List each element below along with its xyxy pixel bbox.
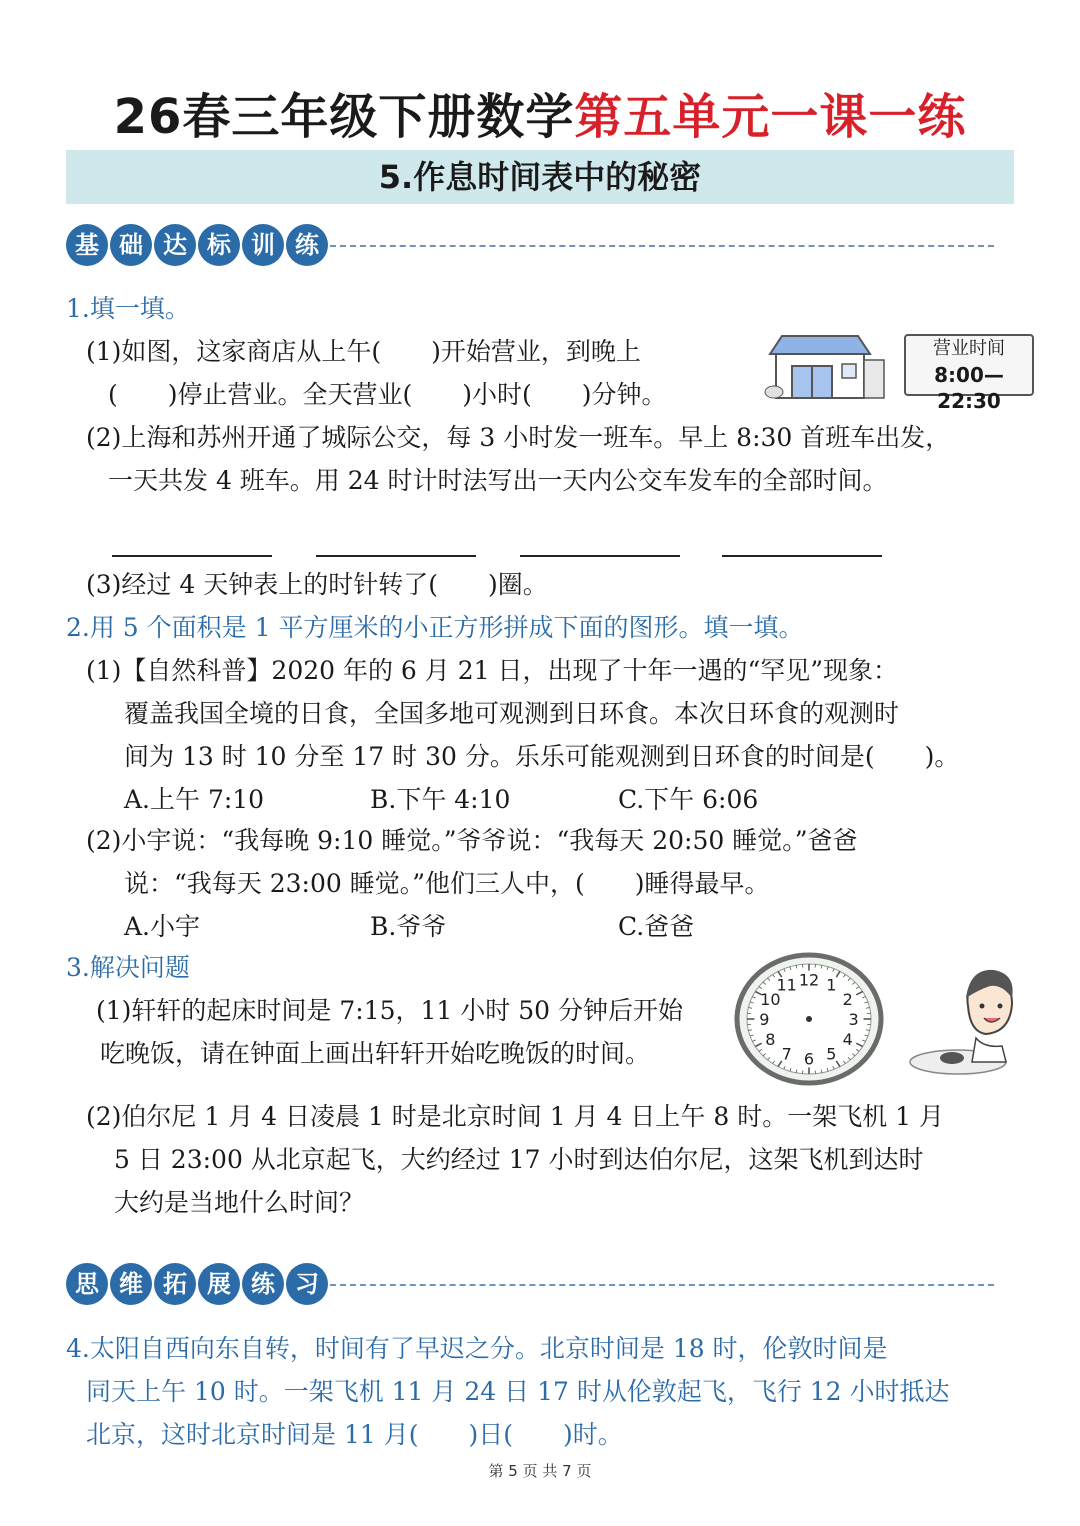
section-char: 基 xyxy=(66,224,108,266)
sign-title: 营业时间 xyxy=(933,338,1005,359)
answer-blank-3[interactable] xyxy=(520,542,680,561)
section-char: 思 xyxy=(66,1263,108,1305)
section-char: 达 xyxy=(154,224,196,266)
q2-part1-option-c: C.下午 6:06 xyxy=(618,785,759,814)
clock-numeral: 8 xyxy=(765,1029,776,1049)
title-main: 26春三年级下册数学 xyxy=(113,89,575,145)
q2-heading: 2.用 5 个面积是 1 平方厘米的小正方形拼成下面的图形。填一填。 xyxy=(66,613,804,642)
q2-part2-line2: 说：“我每天 23:00 睡觉。”他们三人中，( )睡得最早。 xyxy=(124,869,770,898)
q3-part2-line3: 大约是当地什么时间？ xyxy=(114,1188,365,1217)
q3-heading: 3.解决问题 xyxy=(66,953,190,982)
q2-part2-option-b: B.爷爷 xyxy=(370,912,447,941)
clock-numeral: 12 xyxy=(798,970,820,990)
clock-numeral: 2 xyxy=(842,990,853,1010)
q2-part1-option-b: B.下午 4:10 xyxy=(370,785,511,814)
clock-center xyxy=(806,1016,812,1022)
clock-numeral: 3 xyxy=(848,1010,859,1029)
clock-numeral: 9 xyxy=(759,1010,770,1029)
section-char: 训 xyxy=(242,224,284,266)
q3-part1-line2: 吃晚饭，请在钟面上画出轩轩开始吃晚饭的时间。 xyxy=(100,1039,651,1068)
section-char: 维 xyxy=(110,1263,152,1305)
q4-line3: 北京，这时北京时间是 11 月( )日( )时。 xyxy=(86,1420,623,1449)
section-char: 展 xyxy=(198,1263,240,1305)
q1-part3: (3)经过 4 天钟表上的时针转了( )圈。 xyxy=(86,570,548,599)
section-char: 练 xyxy=(286,224,328,266)
q3-part2-line2: 5 日 23:00 从北京起飞，大约经过 17 小时到达伯尔尼，这架飞机到达时 xyxy=(114,1145,924,1174)
section-extend-header xyxy=(66,1263,328,1305)
clock-numeral: 6 xyxy=(803,1049,815,1069)
clock-numeral: 1 xyxy=(826,975,837,995)
section-divider xyxy=(330,245,994,247)
clock-numeral: 4 xyxy=(842,1029,853,1049)
clock-numeral: 10 xyxy=(760,990,781,1010)
q2-part1-option-a: A.上午 7:10 xyxy=(124,785,265,814)
clock-numeral: 7 xyxy=(781,1044,792,1064)
q2-part2-line1: (2)小宇说：“我每晚 9:10 睡觉。”爷爷说：“我每天 20:50 睡觉。”爸爸 xyxy=(86,826,858,855)
q3-part2-line1: (2)伯尔尼 1 月 4 日凌晨 1 时是北京时间 1 月 4 日上午 8 时。一架飞机 1 月 xyxy=(86,1102,945,1131)
answer-blank-2[interactable] xyxy=(316,542,476,561)
section-char: 习 xyxy=(286,1263,328,1305)
clock-face[interactable] xyxy=(734,952,884,1086)
section-char: 练 xyxy=(242,1263,284,1305)
q2-part1-line3: 间为 13 时 10 分至 17 时 30 分。乐乐可能观测到日环食的时间是( )。 xyxy=(124,742,960,771)
sign-time: 8:00—22:30 xyxy=(934,363,1004,413)
section-basic-header xyxy=(66,224,328,266)
q1-heading: 1.填一填。 xyxy=(66,294,190,323)
clock-numeral: 5 xyxy=(826,1044,837,1064)
boy-eating-illustration xyxy=(906,962,1016,1080)
answer-blank-4[interactable] xyxy=(722,542,882,561)
section-char: 标 xyxy=(198,224,240,266)
page-footer: 第 5 页 共 7 页 xyxy=(488,1462,592,1480)
q1-part2-line1: (2)上海和苏州开通了城际公交，每 3 小时发一班车。早上 8:30 首班车出发， xyxy=(86,423,951,452)
q4-line1: 4.太阳自西向东自转，时间有了早迟之分。北京时间是 18 时，伦敦时间是 xyxy=(66,1334,888,1363)
section-char: 础 xyxy=(110,224,152,266)
page-title xyxy=(0,78,1080,147)
q4-line2: 同天上午 10 时。一架飞机 11 月 24 日 17 时从伦敦起飞，飞行 12 小时抵达 xyxy=(86,1377,950,1406)
q1-part1-line1: (1)如图，这家商店从上午( )开始营业，到晚上 xyxy=(86,337,641,366)
q2-part1-line1: (1)【自然科普】2020 年的 6 月 21 日，出现了十年一遇的“罕见”现象： xyxy=(86,656,899,685)
q3-part1-line1: (1)轩轩的起床时间是 7:15，11 小时 50 分钟后开始 xyxy=(96,996,683,1025)
q2-part1-line2: 覆盖我国全境的日食，全国多地可观测到日环食。本次日环食的观测时 xyxy=(124,699,900,728)
title-unit: 第五单元一课一练 xyxy=(574,89,967,145)
q2-part2-option-c: C.爸爸 xyxy=(618,912,695,941)
q1-part2-line2: 一天共发 4 班车。用 24 时计时法写出一天内公交车发车的全部时间。 xyxy=(108,466,888,495)
section-divider xyxy=(330,1284,994,1286)
lesson-subtitle: 5.作息时间表中的秘密 xyxy=(378,158,702,196)
clock-numeral: 11 xyxy=(776,975,797,995)
lesson-subtitle-bar xyxy=(66,150,1014,204)
store-illustration xyxy=(762,330,890,402)
section-char: 拓 xyxy=(154,1263,196,1305)
q2-part2-option-a: A.小宇 xyxy=(124,912,201,941)
business-hours-sign xyxy=(904,334,1034,413)
q1-part1-line2: ( )停止营业。全天营业( )小时( )分钟。 xyxy=(108,380,667,409)
answer-blank-1[interactable] xyxy=(112,542,272,561)
